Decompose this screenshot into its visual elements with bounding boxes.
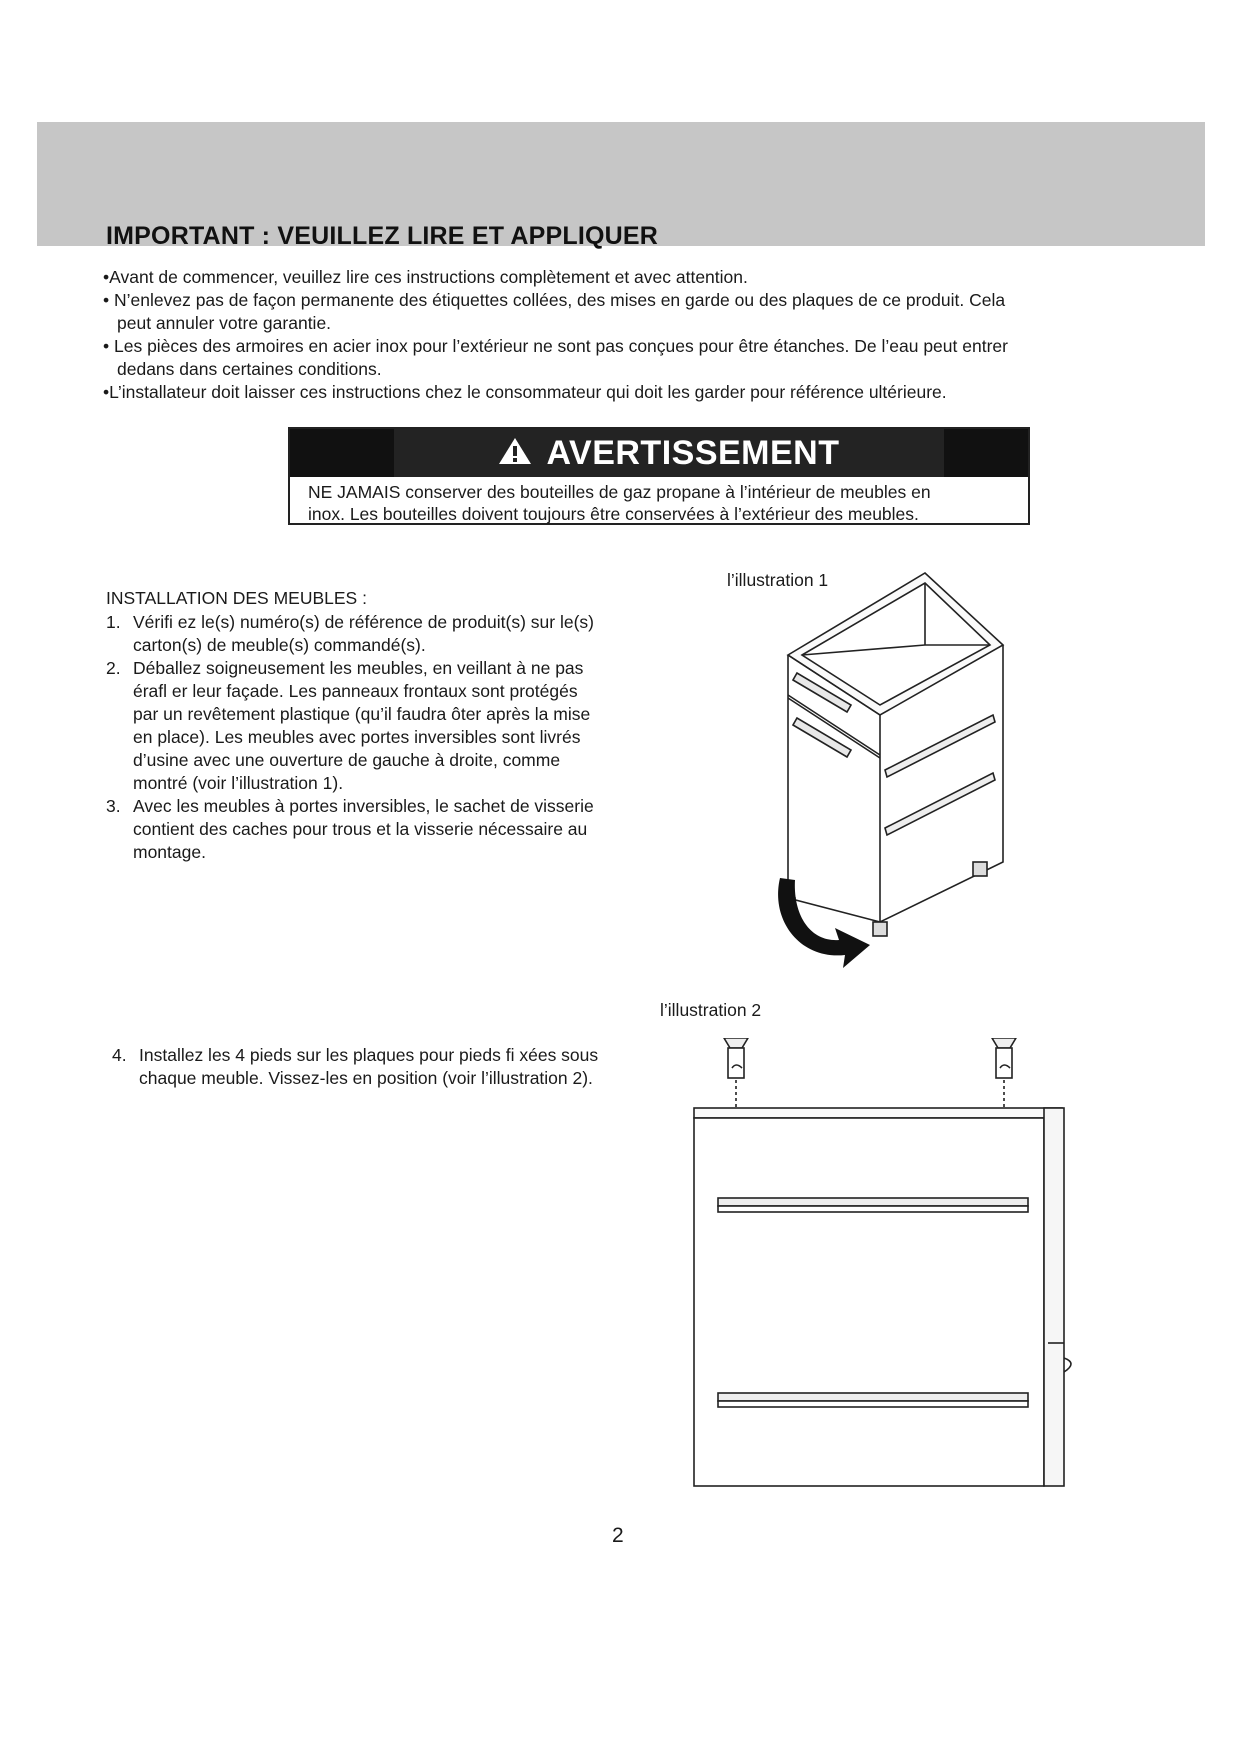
step-line: contient des caches pour trous et la visserie nécessaire au [133,819,588,839]
bullet-item: •Avant de commencer, veuillez lire ces instructions complètement et avec attention. [103,267,748,287]
step-line: érafl er leur façade. Les panneaux frontaux sont protégés [133,681,578,701]
step-line: Installez les 4 pieds sur les plaques pour pieds fi xées sous [139,1045,599,1065]
step-line: d’usine avec une ouverture de gauche à droite, comme [133,750,561,770]
warning-text-line: NE JAMAIS conserver des bouteilles de gaz propane à l’intérieur de meubles en [308,482,931,502]
step-line: chaque meuble. Vissez-les en position (voir l’illustration 2). [139,1068,593,1088]
step-item [106,657,646,795]
warning-text-line: inox. Les bouteilles doivent toujours être conservées à l’extérieur des meubles. [308,504,919,524]
step-line: en place). Les meubles avec portes inversibles sont livrés [133,727,581,747]
step-line: Déballez soigneusement les meubles, en veillant à ne pas [133,658,584,678]
step-item [106,611,646,657]
step-line: Avec les meubles à portes inversibles, le sachet de visserie [133,796,594,816]
step-number: 1. [106,612,121,632]
bullet-item-continuation: dedans dans certaines conditions. [117,359,382,379]
bullet-item: • Les pièces des armoires en acier inox pour l’extérieur ne sont pas conçues pour être étanches. De l’eau peut entrer [103,336,1008,356]
step-item-4 [112,1044,679,1090]
step-number: 3. [106,796,121,816]
step-line: Vérifi ez le(s) numéro(s) de référence de produit(s) sur le(s) [133,612,594,632]
step-item [106,795,646,864]
warning-text [290,477,1028,525]
step-line: par un revêtement plastique (qu’il faudra ôter après la mise [133,704,591,724]
installation-steps [106,611,646,864]
figure-caption-2: l’illustration 2 [660,1000,762,1020]
step-line: montage. [133,842,206,862]
step-line: montré (voir l’illustration 1). [133,773,344,793]
intro-bullets [103,266,1123,404]
warning-title: AVERTISSEMENT [546,433,840,472]
bullet-item: •L’installateur doit laisser ces instructions chez le consommateur qui doit les garder pour référence ultérieure. [103,382,947,402]
figure-caption-1: l’illustration 1 [727,570,829,590]
warning-box [288,427,1030,525]
installation-heading: INSTALLATION DES MEUBLES : [106,588,367,608]
warning-header [290,429,1028,477]
bullet-item: • N’enlevez pas de façon permanente des étiquettes collées, des mises en garde ou des plaques de ce produit. Cela [103,290,1006,310]
page-title: IMPORTANT : VEUILLEZ LIRE ET APPLIQUER [106,222,659,250]
warning-triangle-icon [498,436,532,471]
step-line: carton(s) de meuble(s) commandé(s). [133,635,426,655]
cabinet-illustration-2 [688,1038,1098,1508]
cabinet-illustration-1 [735,560,1035,970]
step-number: 2. [106,658,121,678]
page-number: 2 [612,1524,624,1547]
step-number: 4. [112,1045,127,1065]
bullet-item-continuation: peut annuler votre garantie. [117,313,332,333]
